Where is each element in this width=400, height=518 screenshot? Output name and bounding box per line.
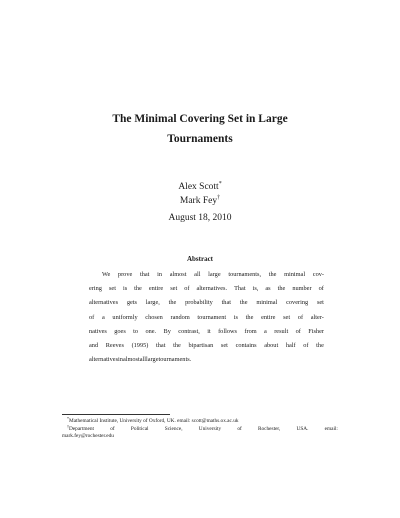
word: and (89, 342, 99, 350)
abstract-line (89, 353, 324, 367)
word: set (316, 299, 324, 307)
word: set (283, 313, 291, 321)
word: contains (235, 342, 257, 350)
word: that (156, 342, 166, 350)
word: all (139, 356, 147, 364)
word: entire (261, 313, 276, 321)
word: number (292, 285, 312, 293)
word: uniformly (112, 313, 138, 321)
word: a (101, 313, 105, 321)
word: tournaments. (158, 356, 192, 364)
word: University (198, 425, 222, 432)
word: tournaments, (228, 271, 262, 278)
word: is, (252, 285, 259, 293)
word: minimal (284, 271, 306, 278)
word: alter- (310, 313, 324, 321)
word: of (110, 425, 115, 432)
abstract-line (89, 325, 324, 339)
author-footnote-mark: * (218, 181, 222, 187)
word: the (268, 271, 277, 278)
word: email: (324, 425, 338, 432)
word: entire (148, 285, 164, 293)
title-line-2: Tournaments (167, 133, 233, 145)
word: result (274, 327, 289, 335)
word: goes (114, 327, 126, 335)
footnote-rule (62, 414, 170, 415)
word: of (318, 285, 324, 293)
word: the (239, 299, 248, 307)
word: of (237, 425, 242, 432)
abstract-line (89, 311, 324, 325)
word: natives (89, 327, 107, 335)
word: bipartisan (188, 342, 214, 350)
author-1 (100, 182, 300, 192)
word: almost (169, 271, 187, 278)
word: †Department (67, 423, 95, 432)
word: covering (286, 299, 309, 307)
word: the (168, 299, 177, 307)
footnote-2-continued: mark.fey@rochester.edu (62, 433, 114, 439)
word: is (233, 313, 238, 321)
word: contrast, (178, 327, 200, 335)
paper-date: August 18, 2010 (168, 213, 232, 223)
word: the (134, 285, 142, 293)
abstract-line (89, 282, 324, 296)
word: random (170, 313, 190, 321)
word: Reeves (105, 342, 124, 350)
word: of (89, 313, 95, 321)
abstract-line (89, 268, 324, 282)
word: that (221, 299, 232, 307)
word: By (163, 327, 171, 335)
word: Political (130, 425, 149, 432)
word: large (208, 271, 221, 278)
word: tournament (197, 313, 227, 321)
word: alternatives. (196, 285, 228, 293)
word: the (173, 342, 181, 350)
word: probability (185, 299, 213, 307)
word: about (264, 342, 279, 350)
word: Rochester, (258, 425, 281, 432)
word: large (146, 356, 159, 364)
word: as (265, 285, 271, 293)
word: of (297, 313, 304, 321)
word: in (157, 271, 162, 278)
word: large, (145, 299, 160, 307)
footnote-text: *Mathematical Institute, University of Oxford, UK. email: scott@maths.ox.ac.uk (67, 416, 239, 424)
footnotes (62, 418, 338, 441)
word: from (244, 327, 257, 335)
abstract-heading: Abstract (186, 255, 214, 263)
word: is (122, 285, 128, 293)
footnote-2 (62, 423, 338, 434)
word: in (118, 356, 123, 364)
paper-title (60, 109, 340, 149)
author-footnote-mark: † (217, 195, 221, 201)
footnote-mark: † (67, 423, 69, 429)
footnote-1 (62, 418, 338, 426)
abstract-body (89, 268, 324, 367)
word: the (277, 285, 286, 293)
word: That (234, 285, 246, 293)
word: (1995) (131, 342, 149, 350)
word: a (264, 327, 267, 335)
word: of (295, 327, 301, 335)
abstract-line (89, 339, 324, 353)
author-2 (100, 196, 300, 206)
word: USA. (296, 425, 309, 432)
word: that (139, 271, 150, 278)
word: one. (145, 327, 157, 335)
word: half (285, 342, 296, 350)
word: We (102, 271, 111, 278)
footnote-mark: * (67, 416, 69, 421)
word: alternatives (89, 299, 119, 307)
word: it (207, 327, 211, 335)
word: ering (89, 285, 102, 293)
word: of (184, 285, 190, 293)
word: prove (117, 271, 133, 278)
author-name: Mark Fey (179, 196, 218, 206)
word: minimal (256, 299, 278, 307)
word: set (108, 285, 116, 293)
word: Science, (164, 425, 183, 432)
word: almost (122, 356, 140, 364)
abstract-line (89, 296, 324, 310)
word: the (245, 313, 254, 321)
word: Fisher (308, 327, 324, 335)
word: set (220, 342, 228, 350)
word: to (133, 327, 139, 335)
word: of (303, 342, 309, 350)
word: chosen (145, 313, 163, 321)
word: alternatives (89, 356, 119, 364)
word: follows (218, 327, 237, 335)
title-line-1: The Minimal Covering Set in Large (112, 113, 288, 125)
author-name: Alex Scott (178, 182, 219, 192)
word: the (316, 342, 324, 350)
word: all (194, 271, 201, 278)
word: set (170, 285, 178, 293)
word: cov- (312, 271, 324, 278)
word: gets (126, 299, 137, 307)
